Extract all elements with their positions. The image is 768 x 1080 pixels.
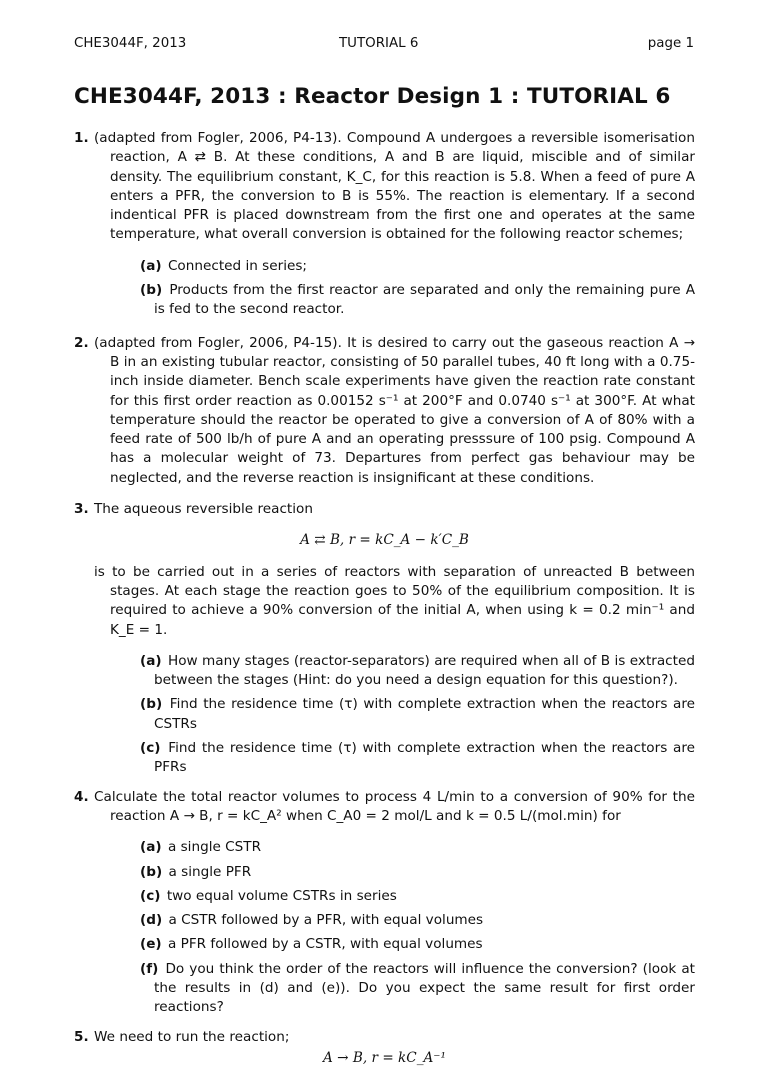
question-part [140,935,695,954]
question-text: The aqueous reversible reaction [94,501,313,518]
part-label: (a) [140,652,162,669]
question-text: Calculate the total reactor volumes to process 4 L/min to a conversion of 90% for the reaction A → B, r = kC_A² when C_A0 = 2 mol/L and k = 0.5 L/(mol.min) for [94,788,695,824]
part-text: Connected in series; [167,257,308,274]
part-text: two equal volume CSTRs in series [166,887,397,904]
part-label: (b) [140,696,163,713]
question-parts [110,652,695,778]
question-2 [74,334,695,488]
question-4 [74,788,695,1018]
question-number: 2. [74,334,89,351]
part-label: (a) [140,257,162,274]
part-label: (b) [140,863,163,880]
question-part [140,739,695,778]
running-header-course: CHE3044F, 2013 [74,36,187,51]
question-number: 5. [74,1028,89,1045]
part-text: a single CSTR [167,839,262,856]
running-header-title: TUTORIAL 6 [339,36,419,51]
question-part [140,838,695,857]
part-label: (c) [140,887,161,904]
page-number: page 1 [647,36,694,51]
question-text: We need to run the reaction; [94,1028,290,1045]
part-text: a single PFR [168,863,252,880]
question-text: (adapted from Fogler, 2006, P4-15). It is desired to carry out the gaseous reaction A → B in an existing tubular reactor, consisting of 50 parallel tubes, 40 ft long with a 0.75-inch inside diameter. Bench scale experiments have given the reaction rate constant for this first order reaction as 0.00152 s⁻¹ at 200°F and 0.0740 s⁻¹ at 300°F. At what temperature should the reactor be operated to give a conversion of A of 80% with a feed rate of 500 lb/h of pure A and an operating presssure of 100 psig. Compound A has a molecular weight of 73. Departures from perfect gas behaviour may be neglected, and the reverse reaction is insignificant at these conditions. [94,334,695,486]
equation: A → B, r = kC_A⁻¹ [323,1049,446,1066]
part-label: (a) [140,839,162,856]
part-label: (b) [140,282,163,299]
part-label: (f) [140,960,159,977]
question-number: 3. [74,501,89,518]
question-part [140,281,695,320]
question-text: (adapted from Fogler, 2006, P4-13). Compound A undergoes a reversible isomerisation reaction, A ⇄ B. At these conditions, A and B are liquid, miscible and of similar density. The equilibrium constant, K_C, for this reaction is 5.8. When a feed of pure A enters a PFR, the conversion to B is 55%. The reaction is elementary. If a second indentical PFR is placed downstream from the first one and operates at the same temperature, what overall conversion is obtained for the following reactor schemes; [94,130,695,243]
question-3 [74,500,695,778]
question-text-continued: is to be carried out in a series of reactors with separation of unreacted B between stages. At each stage the reaction goes to 50% of the equilibrium composition. It is required to achieve a 90% conversion of the initial A, when using k = 0.2 min⁻¹ and K_E = 1. [94,563,695,638]
tutorial-questions [74,129,695,1080]
question-part [140,960,695,1018]
question-parts [110,257,695,320]
question-part [140,695,695,734]
equation: A ⇄ B, r = kC_A − k′C_B [300,532,469,549]
part-text: a CSTR followed by a PFR, with equal volumes [168,912,484,929]
question-number: 1. [74,130,89,146]
part-text: Do you think the order of the reactors will influence the conversion? (look at the results in (d) and (e)). Do you expect the same result for first order reactions? [154,960,695,1016]
question-part [140,887,695,906]
document-title: CHE3044F, 2013 : Reactor Design 1 : TUTORIAL 6 [74,84,671,109]
question-1 [74,129,695,320]
part-text: Products from the first reactor are separated and only the remaining pure A is fed to the second reactor. [154,282,696,318]
part-text: a PFR followed by a CSTR, with equal volumes [167,936,483,953]
question-part [140,863,695,882]
part-label: (c) [140,740,161,757]
question-5 [74,1028,695,1069]
part-label: (d) [140,912,163,929]
question-part [140,257,695,276]
question-part [140,652,695,691]
part-text: Find the residence time (τ) with complete extraction when the reactors are PFRs [154,740,696,776]
part-text: How many stages (reactor-separators) are required when all of B is extracted between the stages (Hint: do you need a design equation for this question?). [154,652,695,689]
part-label: (e) [140,936,162,953]
question-part [140,911,695,930]
question-number: 4. [74,788,89,805]
question-parts [110,838,695,1017]
part-text: Find the residence time (τ) with complete extraction when the reactors are CSTRs [154,696,696,732]
